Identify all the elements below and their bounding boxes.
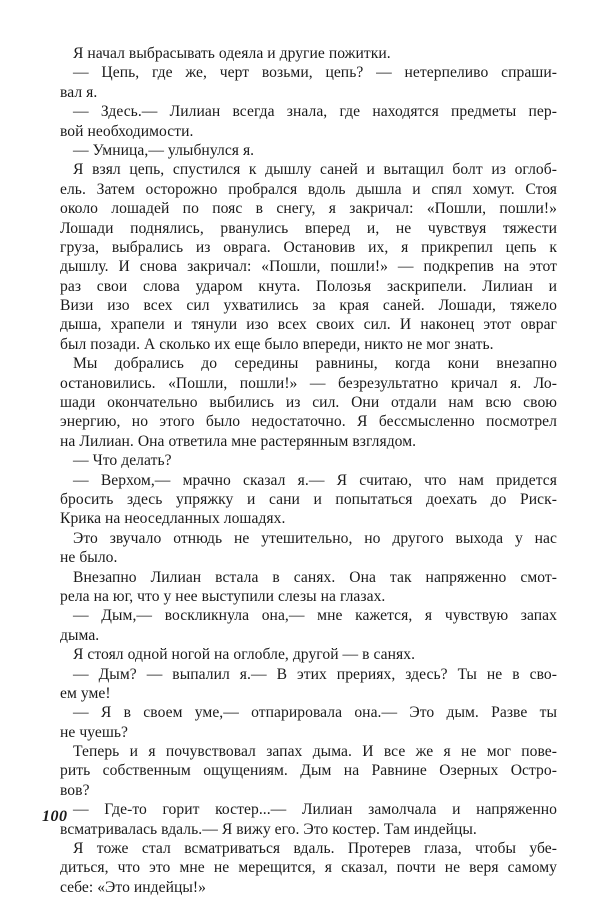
text-line: — Я в своем уме,— отпарировала она.— Это дым. Разве ты	[73, 704, 557, 722]
text-line: Мы добрались до середины равнины, когда кони внезапно	[73, 355, 557, 373]
text-line: Лошади поднялись, рванулись вперед и, не чувствуя тяжести	[60, 219, 557, 237]
text-line: — Умница,— улыбнулся я.	[73, 141, 255, 159]
text-line: Я стоял одной ногой на оглобле, другой — в санях.	[73, 646, 416, 664]
text-line: был позади. А сколько их еще было впереди, никто не мог знать.	[60, 335, 494, 353]
text-line: — Дым,— воскликнула она,— мне кажется, я чувствую запах	[73, 607, 557, 625]
text-line: вов?	[60, 781, 90, 799]
text-line: — Что делать?	[73, 452, 172, 470]
text-line: всматривалась вдаль.— Я вижу его. Это костер. Там индейцы.	[60, 820, 477, 838]
text-line: — Здесь.— Лилиан всегда знала, где находятся предметы пер-	[73, 103, 557, 121]
text-line: раз свои слова ударом кнута. Полозья заскрипели. Лилиан и	[60, 277, 557, 295]
text-line: рить собственным ощущениям. Дым на Равнине Озерных Остро-	[60, 762, 557, 780]
body-text	[60, 44, 557, 897]
text-line: Я тоже стал всматриваться вдаль. Протерев глаза, чтобы убе-	[73, 840, 557, 858]
text-line: дышлу. И снова закричал: «Пошли, пошли!» — подкрепив на этот	[60, 258, 557, 276]
text-line: Визи изо всех сил ухватились за края саней. Лошади, тяжело	[60, 297, 557, 315]
text-line: дыша, храпели и тянули изо всех своих сил. И наконец этот овраг	[60, 316, 557, 334]
text-line: груза, выбрались из оврага. Остановив их, я прикрепил цепь к	[60, 238, 557, 256]
text-line: — Цепь, где же, черт возьми, цепь? — нетерпеливо спраши-	[73, 64, 557, 82]
text-line: Я начал выбрасывать одеяла и другие пожитки.	[73, 45, 391, 62]
page-number: 100	[42, 808, 68, 825]
text-line: Это звучало отнюдь не утешительно, но другого выхода у нас	[73, 529, 557, 547]
text-line: — Где-то горит костер...— Лилиан замолчала и напряженно	[73, 801, 557, 819]
text-line: на Лилиан. Она ответила мне растерянным взглядом.	[60, 432, 417, 450]
text-line: ель. Затем осторожно пробрался вдоль дышла и спял хомут. Стоя	[60, 180, 557, 198]
text-line: — Дым? — выпалил я.— В этих прериях, здесь? Ты не в сво-	[73, 665, 557, 683]
text-line: себе: «Это индейцы!»	[60, 878, 207, 896]
text-line: ем уме!	[60, 684, 111, 702]
text-line: рела на юг, что у нее выступили слезы на глазах.	[60, 587, 386, 605]
text-line: вал я.	[60, 83, 98, 101]
text-line: — Верхом,— мрачно сказал я.— Я считаю, что нам придется	[73, 471, 557, 489]
text-line: Теперь и я почувствовал запах дыма. И все же я не мог пове-	[73, 743, 557, 761]
text-line: Крика на неоседланных лошадях.	[60, 510, 286, 528]
text-line: остановились. «Пошли, пошли!» — безрезультатно кричал я. Ло-	[60, 374, 557, 392]
text-line: дыма.	[60, 626, 100, 644]
text-line: шади окончательно выбились из сил. Они отдали нам всю свою	[60, 394, 557, 412]
text-line: около лошадей по пояс в снегу, я закричал: «Пошли, пошли!»	[60, 200, 557, 218]
text-line: диться, что это мне не мерещится, я сказал, почти не веря самому	[60, 859, 557, 877]
text-line: Внезапно Лилиан встала в санях. Она так напряженно смот-	[73, 568, 557, 586]
text-line: бросить здесь упряжку и сани и попытаться доехать до Риск-	[60, 490, 557, 508]
text-line: энергию, но этого было недостаточно. Я бессмысленно посмотрел	[60, 413, 557, 431]
text-line: не чуешь?	[60, 723, 129, 741]
text-line: не было.	[60, 549, 118, 567]
text-line: вой необходимости.	[60, 122, 194, 140]
text-line: Я взял цепь, спустился к дышлу саней и вытащил болт из оглоб-	[73, 161, 557, 179]
